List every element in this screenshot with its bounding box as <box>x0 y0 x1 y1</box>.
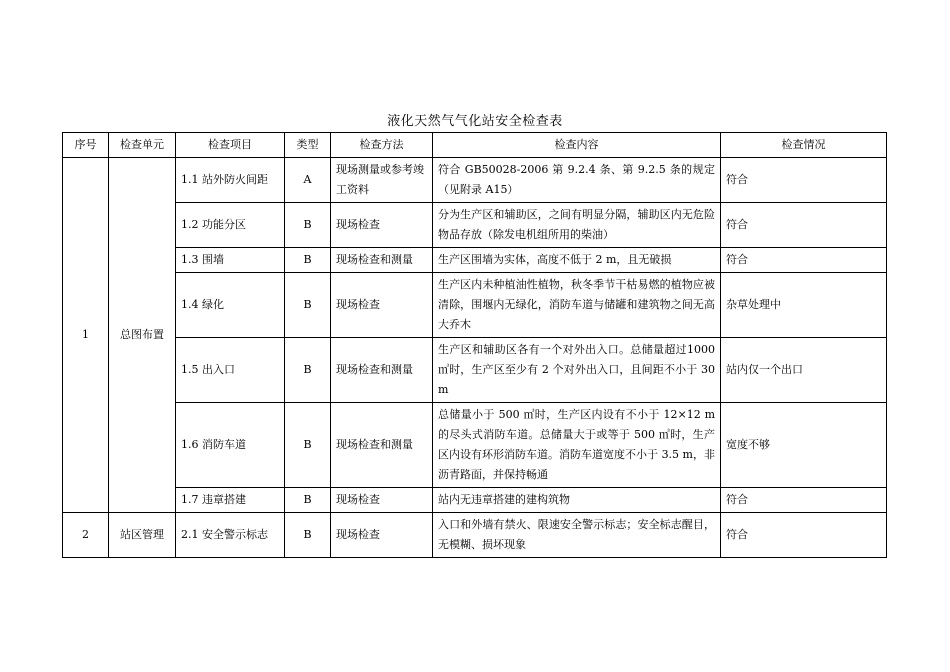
item-cell: 1.3 围墙 <box>176 248 285 273</box>
group-number-cell: 1 <box>63 158 109 513</box>
type-cell: B <box>285 488 331 513</box>
content-cell: 分为生产区和辅助区，之间有明显分隔，辅助区内无危险物品存放（除发电机组所用的柴油） <box>433 203 721 248</box>
table-row <box>63 248 887 273</box>
item-cell: 1.5 出入口 <box>176 338 285 403</box>
content-cell: 总储量小于 500 ㎥时，生产区内设有不小于 12×12 m 的尽头式消防车道。总储量大于或等于 500 ㎥时，生产区内设有环形消防车道。消防车道宽度不小于 3.5 m，非沥青路面，并保持畅通 <box>433 403 721 488</box>
group-number-cell: 2 <box>63 513 109 558</box>
type-cell: B <box>285 403 331 488</box>
table-row <box>63 273 887 338</box>
header-cell-method: 检查方法 <box>331 133 433 158</box>
header-cell-item: 检查项目 <box>176 133 285 158</box>
method-cell: 现场检查 <box>331 513 433 558</box>
type-cell: B <box>285 203 331 248</box>
method-cell: 现场检查 <box>331 203 433 248</box>
content-cell: 站内无违章搭建的建构筑物 <box>433 488 721 513</box>
content-cell: 生产区和辅助区各有一个对外出入口。总储量超过1000㎥时，生产区至少有 2 个对外出入口，且间距不小于 30 m <box>433 338 721 403</box>
method-cell: 现场检查和测量 <box>331 248 433 273</box>
content-cell: 入口和外墙有禁火、限速安全警示标志；安全标志醒目，无模糊、损坏现象 <box>433 513 721 558</box>
content-cell: 生产区围墙为实体，高度不低于 2 m，且无破损 <box>433 248 721 273</box>
result-cell: 符合 <box>721 248 887 273</box>
header-cell-type: 类型 <box>285 133 331 158</box>
type-cell: B <box>285 248 331 273</box>
method-cell: 现场测量或参考竣工资料 <box>331 158 433 203</box>
safety-checklist-table <box>62 132 887 558</box>
table-row <box>63 203 887 248</box>
item-cell: 1.6 消防车道 <box>176 403 285 488</box>
header-row <box>63 133 887 158</box>
result-cell: 符合 <box>721 513 887 558</box>
content-cell: 生产区内未种植油性植物，秋冬季节干枯易燃的植物应被清除，围堰内无绿化，消防车道与储罐和建筑物之间无高大乔木 <box>433 273 721 338</box>
item-cell: 1.2 功能分区 <box>176 203 285 248</box>
result-cell: 符合 <box>721 488 887 513</box>
document-title: 液化天然气气化站安全检查表 <box>387 114 563 129</box>
type-cell: A <box>285 158 331 203</box>
item-cell: 1.1 站外防火间距 <box>176 158 285 203</box>
table-row <box>63 513 887 558</box>
group-unit-cell: 总图布置 <box>109 158 176 513</box>
content-cell: 符合 GB50028-2006 第 9.2.4 条、第 9.2.5 条的规定（见附录 A15） <box>433 158 721 203</box>
item-cell: 2.1 安全警示标志 <box>176 513 285 558</box>
table-row <box>63 338 887 403</box>
method-cell: 现场检查和测量 <box>331 403 433 488</box>
header-cell-result: 检查情况 <box>721 133 887 158</box>
type-cell: B <box>285 338 331 403</box>
group-unit-cell: 站区管理 <box>109 513 176 558</box>
method-cell: 现场检查 <box>331 488 433 513</box>
table-row <box>63 403 887 488</box>
item-cell: 1.4 绿化 <box>176 273 285 338</box>
type-cell: B <box>285 273 331 338</box>
result-cell: 宽度不够 <box>721 403 887 488</box>
header-cell-unit: 检查单元 <box>109 133 176 158</box>
result-cell: 站内仅一个出口 <box>721 338 887 403</box>
header-cell-no: 序号 <box>63 133 109 158</box>
header-cell-content: 检查内容 <box>433 133 721 158</box>
table-row <box>63 158 887 203</box>
method-cell: 现场检查 <box>331 273 433 338</box>
result-cell: 杂草处理中 <box>721 273 887 338</box>
result-cell: 符合 <box>721 158 887 203</box>
method-cell: 现场检查和测量 <box>331 338 433 403</box>
type-cell: B <box>285 513 331 558</box>
item-cell: 1.7 违章搭建 <box>176 488 285 513</box>
table-row <box>63 488 887 513</box>
result-cell: 符合 <box>721 203 887 248</box>
